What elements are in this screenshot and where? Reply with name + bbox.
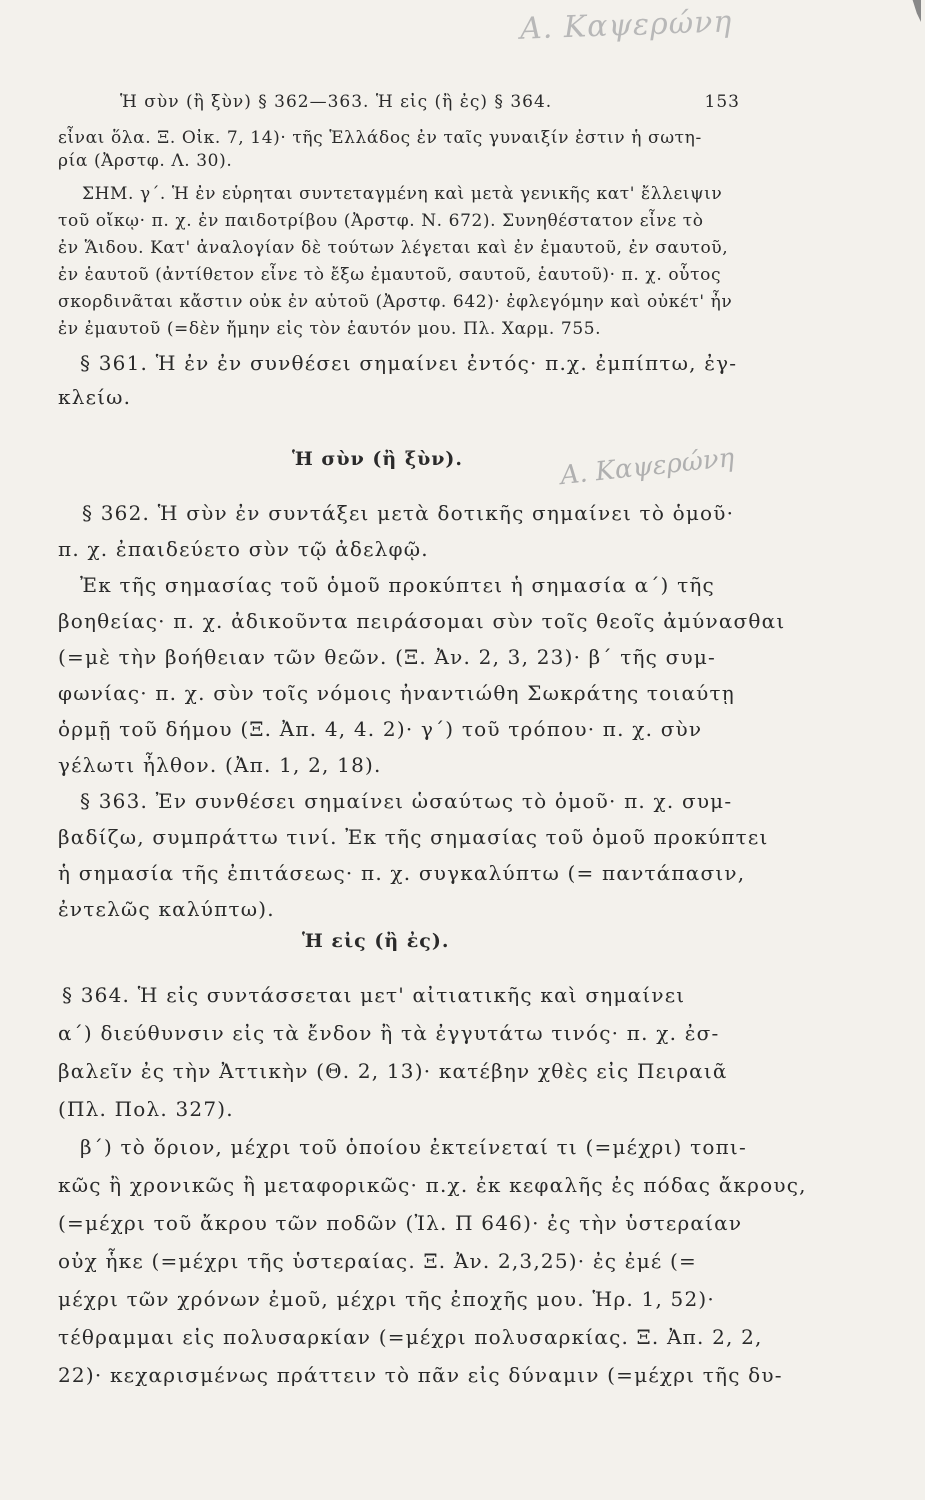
text-line: ἐν ἑαυτοῦ (ἀντίθετον εἶνε τὸ ἔξω ἐμαυτοῦ, σαυτοῦ, ἑαυτοῦ)· π. χ. οὗτος [58, 265, 722, 285]
section-364-line: α΄) διεύθυνσιν εἰς τὰ ἔνδον ἢ τὰ ἐγγυτάτω τινός· π. χ. ἐσ- [58, 1021, 720, 1045]
text-line: ἐν Ἅιδου. Κατ' ἀναλογίαν δὲ τούτων λέγεται καὶ ἐν ἐμαυτοῦ, ἐν σαυτοῦ, [58, 238, 729, 258]
section-362-line: βοηθείας· π. χ. ἀδικοῦντα πειράσομαι σὺν τοῖς θεοῖς ἀμύνασθαι [58, 609, 786, 633]
section-363-line: βαδίζω, συμπράττω τινί. Ἐκ τῆς σημασίας τοῦ ὁμοῦ προκύπτει [58, 825, 769, 849]
section-361-line: κλείω. [58, 385, 132, 409]
section-362-line: φωνίας· π. χ. σὺν τοῖς νόμοις ἠναντιώθη Σωκράτης τοιαύτῃ [58, 681, 735, 705]
section-364-line: οὐχ ἧκε (=μέχρι τῆς ὑστεραίας. Ξ. Ἀν. 2,3,25)· ἐς ἐμέ (= [58, 1249, 697, 1273]
section-364-line: 22)· κεχαρισμένως πράττειν τὸ πᾶν εἰς δύναμιν (=μέχρι τῆς δυ- [58, 1363, 783, 1387]
section-362-line: Ἐκ τῆς σημασίας τοῦ ὁμοῦ προκύπτει ἡ σημασία α΄) τῆς [80, 573, 715, 597]
owner-signature-top: Α. Καψερώνη [519, 4, 733, 47]
section-364-line: (Πλ. Πολ. 327). [58, 1097, 234, 1121]
section-364-line: μέχρι τῶν χρόνων ἐμοῦ, μέχρι τῆς ἐποχῆς μου. Ἡρ. 1, 52)· [58, 1287, 715, 1311]
running-header [120, 92, 740, 112]
text-line: σκορδινᾶται κἄστιν οὐκ ἐν αὑτοῦ (Ἀρστφ. 642)· ἐφλεγόμην καὶ οὐκέτ' ἦν [58, 292, 733, 312]
section-363-line: § 363. Ἐν συνθέσει σημαίνει ὡσαύτως τὸ ὁμοῦ· π. χ. συμ- [80, 789, 733, 813]
heading-eis: Ἡ εἰς (ἢ ἐς). [302, 930, 450, 952]
page-corner-mark [907, 0, 921, 22]
section-364-line: βαλεῖν ἐς τὴν Ἀττικὴν (Θ. 2, 13)· κατέβην χθὲς εἰς Πειραιᾶ [58, 1059, 728, 1083]
owner-signature-mid: Α. Καψερώνη [558, 442, 736, 492]
section-362-line: ὁρμῇ τοῦ δήμου (Ξ. Ἀπ. 4, 4. 2)· γ΄) τοῦ τρόπου· π. χ. σὺν [58, 717, 703, 741]
section-363-line: ἐντελῶς καλύπτω). [58, 897, 275, 921]
section-364-line: κῶς ἢ χρονικῶς ἢ μεταφορικῶς· π.χ. ἐκ κεφαλῆς ἐς πόδας ἄκρους, [58, 1173, 807, 1197]
text-line: ἐν ἐμαυτοῦ (=δὲν ἤμην εἰς τὸν ἑαυτόν μου. Πλ. Χαρμ. 755. [58, 319, 602, 339]
section-364-line: § 364. Ἡ εἰς συντάσσεται μετ' αἰτιατικῆς καὶ σημαίνει [62, 983, 686, 1007]
section-361-line: § 361. Ἡ ἐν ἐν συνθέσει σημαίνει ἐντός· π.χ. ἐμπίπτω, ἐγ- [80, 351, 738, 375]
section-362-line: π. χ. ἐπαιδεύετο σὺν τῷ ἀδελφῷ. [58, 537, 429, 561]
page-number: 153 [704, 92, 740, 112]
running-title: Ἡ σὺν (ἢ ξὺν) § 362—363. Ἡ εἰς (ἢ ἐς) § 364. [120, 92, 553, 112]
section-364-line: τέθραμμαι εἰς πολυσαρκίαν (=μέχρι πολυσαρκίας. Ξ. Ἀπ. 2, 2, [58, 1325, 763, 1349]
section-362-line: § 362. Ἡ σὺν ἐν συντάξει μετὰ δοτικῆς σημαίνει τὸ ὁμοῦ· [82, 501, 735, 525]
text-line: εἶναι ὅλα. Ξ. Οἰκ. 7, 14)· τῆς Ἑλλάδος ἐν ταῖς γυναιξίν ἐστιν ἡ σωτη- [58, 128, 702, 148]
section-363-line: ἡ σημασία τῆς ἐπιτάσεως· π. χ. συγκαλύπτω (= παντάπασιν, [58, 861, 746, 885]
section-364-line: β΄) τὸ ὅριον, μέχρι τοῦ ὁποίου ἐκτείνεταί τι (=μέχρι) τοπι- [80, 1135, 747, 1159]
section-362-line: (=μὲ τὴν βοήθειαν τῶν θεῶν. (Ξ. Ἀν. 2, 3, 23)· β΄ τῆς συμ- [58, 645, 716, 669]
heading-syn: Ἡ σὺν (ἢ ξὺν). [292, 448, 464, 470]
section-364-line: (=μέχρι τοῦ ἄκρου τῶν ποδῶν (Ἰλ. Π 646)· ἐς τὴν ὑστεραίαν [58, 1211, 743, 1235]
text-line: τοῦ οἴκῳ· π. χ. ἐν παιδοτρίβου (Ἀρστφ. Ν. 672). Συνηθέστατον εἶνε τὸ [58, 211, 704, 231]
section-362-line: γέλωτι ἦλθον. (Ἀπ. 1, 2, 18). [58, 753, 382, 777]
text-line: ΣΗΜ. γ΄. Ἡ ἐν εὑρηται συντεταγμένη καὶ μετὰ γενικῆς κατ' ἔλλειψιν [82, 184, 723, 204]
text-line: ρία (Ἀρστφ. Λ. 30). [58, 151, 233, 171]
